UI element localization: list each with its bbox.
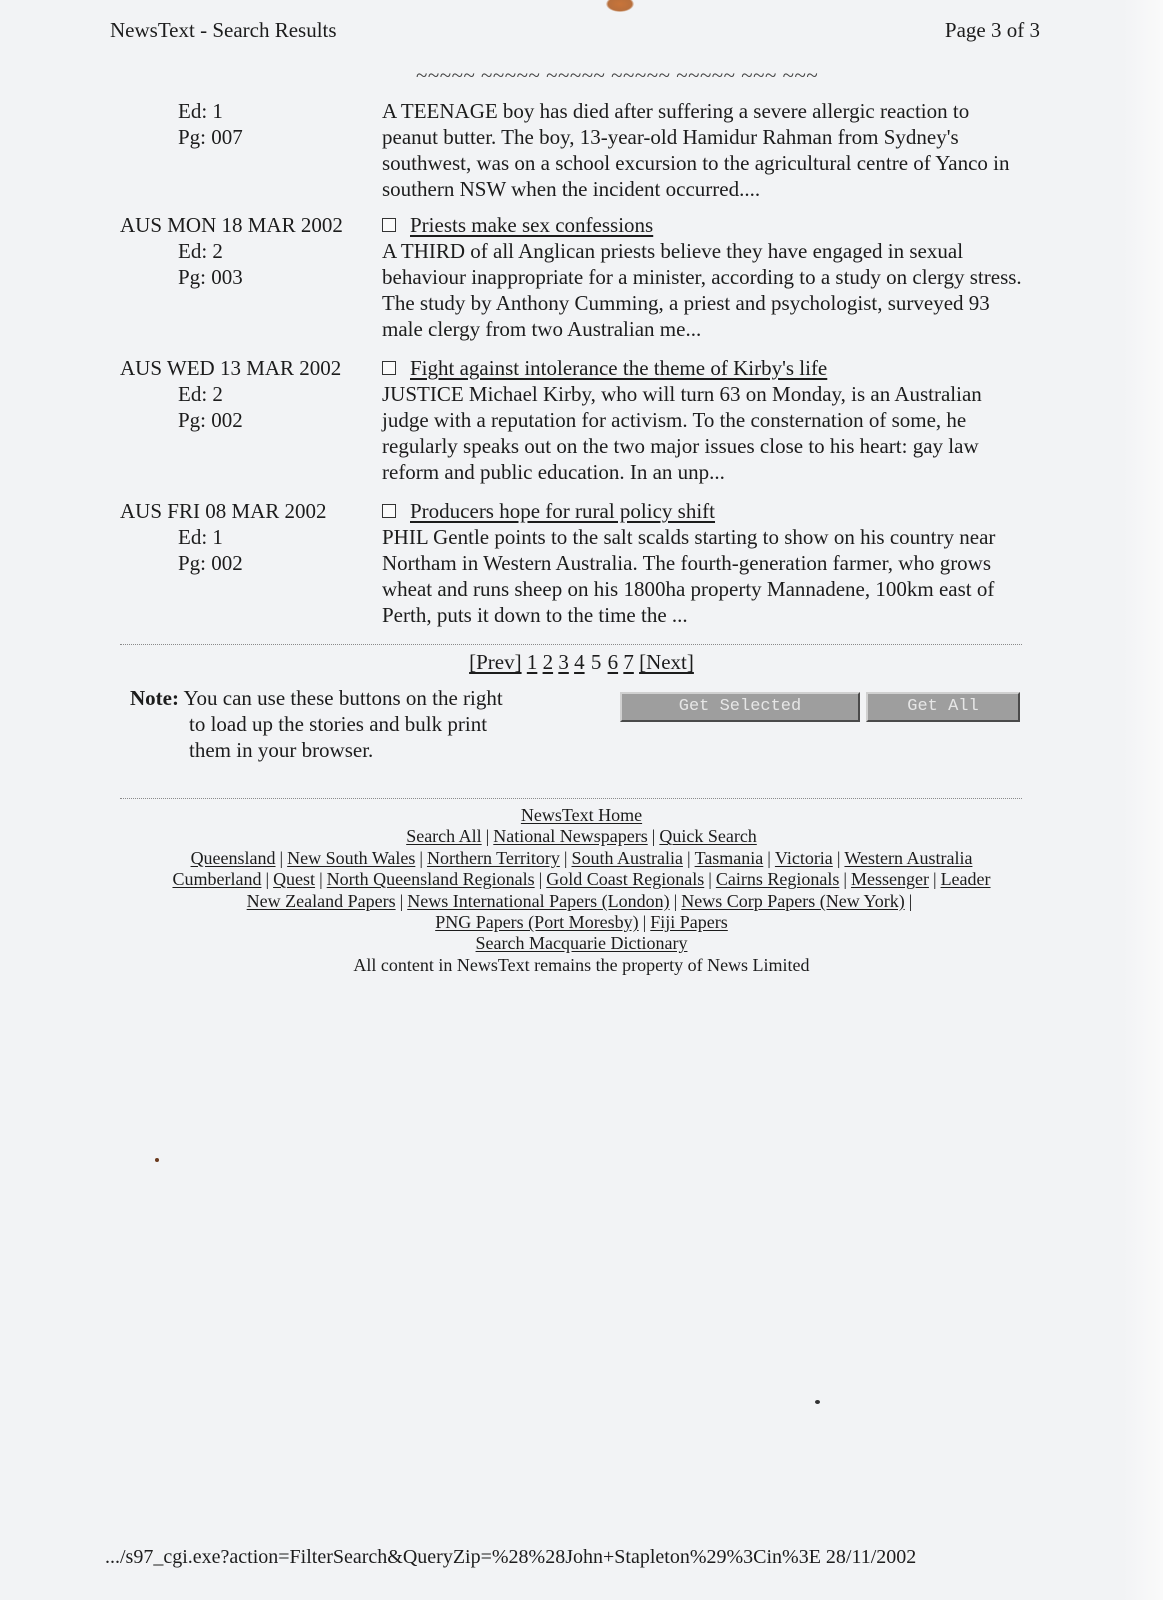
footer-link[interactable]: Cumberland [172,869,262,890]
result-body [382,98,1022,202]
result-headline-row [382,212,1022,238]
footer-separator: | [563,847,568,868]
result-body [382,355,1022,485]
result-date: AUS FRI 08 MAR 2002 [120,499,327,523]
footer-separator: | [651,826,656,847]
result-headline-row [382,498,1022,524]
result-edition: Ed: 1 [178,525,223,549]
bulk-print-note [130,685,550,763]
footer-link[interactable]: South Australia [571,847,683,868]
footer-separator: | [767,847,771,868]
pagination [0,650,1163,675]
footer-link[interactable]: North Queensland Regionals [326,869,535,890]
pager-page-link[interactable]: 6 [607,650,619,674]
footer-link[interactable]: Gold Coast Regionals [546,869,705,890]
footer-link[interactable]: National Newspapers [493,826,648,847]
print-header [110,18,1040,48]
result-meta [120,212,380,290]
result-headline-link[interactable]: Priests make sex confessions [410,213,654,237]
footer-link[interactable]: Search All [406,826,482,847]
result-edition: Ed: 2 [178,382,223,406]
result-page: Pg: 002 [178,408,243,432]
print-footer-url: .../s97_cgi.exe?action=FilterSearch&QueryZip=%28%28John+Stapleton%29%3Cin%3E 28/11/2002 [105,1546,917,1568]
result-meta [120,98,380,150]
footer-link[interactable]: Victoria [774,847,833,868]
clipped-headline-fragment: ~~~~~ ~~~~~ ~~~~~ ~~~~~ ~~~~~ ~~~ ~~~ [416,63,819,87]
paper-speck [155,1158,159,1162]
footer-separator: | [932,869,937,890]
footer-link[interactable]: News International Papers (London) [407,890,670,911]
paper-speck [815,1400,820,1404]
footer-link[interactable]: PNG Papers (Port Moresby) [435,912,639,933]
footer-separator: | [279,847,284,868]
print-header-title: NewsText - Search Results [110,18,337,42]
get-selected-button[interactable]: Get Selected [620,692,860,722]
result-summary: PHIL Gentle points to the salt scalds starting to show on his country near Northam in Western Australia. The fourth-generation farmer, who grows wheat and runs sheep on his 1800ha property Mannadene, 100km east of Perth, puts it down to the time the ... [382,525,996,627]
footer-link[interactable]: New Zealand Papers [246,890,396,911]
footer-separator: | [538,869,543,890]
result-meta [120,355,380,433]
footer-separator: | [419,847,423,868]
footer-separator: | [708,869,712,890]
pager-current-page: 5 [590,650,602,674]
footer-link[interactable]: News Corp Papers (New York) [681,890,905,911]
footer-separator: | [485,826,490,847]
result-headline-link[interactable]: Fight against intolerance the theme of Kirby's life [410,356,828,380]
pager-page-link[interactable]: 1 [526,650,538,674]
footer-link[interactable]: Cairns Regionals [715,869,840,890]
pager-prev-link[interactable]: [Prev] [469,650,522,674]
footer-link[interactable]: Messenger [850,869,929,890]
result-edition: Ed: 2 [178,239,223,263]
result-headline-row [382,355,1022,381]
footer-link-home[interactable]: NewsText Home [520,805,643,825]
pager-page-link[interactable]: 7 [623,650,634,674]
result-summary: JUSTICE Michael Kirby, who will turn 63 on Monday, is an Australian judge with a reputation for activism. To the consternation of some, he regularly speaks out on the two major issues close to his heart: gay law reform and public education. In an unp... [382,382,982,484]
select-checkbox[interactable] [382,218,396,232]
pager-page-link[interactable]: 2 [542,650,554,674]
footer-link[interactable]: Northern Territory [426,847,560,868]
footer-link[interactable]: Western Australia [844,847,973,868]
note-text-line2: to load up the stories and bulk print [189,712,488,736]
select-checkbox[interactable] [382,504,396,518]
footer-link[interactable]: Quick Search [659,826,757,847]
result-body [382,498,1022,628]
footer-copyright: All content in NewsText remains the property of News Limited [353,954,810,975]
footer-link[interactable]: Leader [940,869,991,890]
footer-separator: | [836,847,841,868]
result-summary: A THIRD of all Anglican priests believe they have engaged in sexual behaviour inappropriate for a minister, according to a study on clergy stress. The study by Anthony Cumming, a priest and psychologist, surveyed 93 male clergy from two Australian me... [382,239,1022,341]
footer-separator: | [843,869,847,890]
result-page: Pg: 003 [178,265,243,289]
paper-edge [1123,0,1163,1600]
footer-separator: | [319,869,323,890]
footer-separator: | [908,890,913,911]
result-edition: Ed: 1 [178,99,223,123]
result-summary: A TEENAGE boy has died after suffering a severe allergic reaction to peanut butter. The boy, 13-year-old Hamidur Rahman from Sydney's southwest, was on a school excursion to the agricultural centre of Yanco in southern NSW when the incident occurred.... [382,99,1010,201]
paper-stain [606,0,634,12]
result-page: Pg: 002 [178,551,243,575]
footer-link[interactable]: Quest [273,869,316,890]
footer-link[interactable]: Tasmania [694,847,764,868]
print-header-page: Page 3 of 3 [944,18,1040,42]
footer-link[interactable]: New South Wales [287,847,416,868]
footer-separator: | [673,890,678,911]
result-date: AUS MON 18 MAR 2002 [120,213,343,237]
result-date: AUS WED 13 MAR 2002 [120,356,342,380]
divider [120,644,1022,645]
result-headline-link[interactable]: Producers hope for rural policy shift [410,499,716,523]
note-text-line1: You can use these buttons on the right [183,686,503,710]
footer-link[interactable]: Queensland [190,847,276,868]
pager-page-link[interactable]: 3 [558,650,569,674]
footer-link[interactable]: Fiji Papers [650,912,728,933]
pager-next-link[interactable]: [Next] [639,650,694,674]
footer-separator: | [686,847,691,868]
divider [120,798,1022,799]
footer-separator: | [642,912,647,933]
result-page: Pg: 007 [178,125,243,149]
get-all-button[interactable]: Get All [866,692,1020,722]
note-text-line3: them in your browser. [189,738,374,762]
result-body [382,212,1022,342]
footer-separator: | [399,890,404,911]
result-meta [120,498,380,576]
pager-page-link[interactable]: 4 [574,650,585,674]
footer-links [0,805,1163,976]
select-checkbox[interactable] [382,361,396,375]
note-label: Note: [130,686,179,710]
footer-link-dictionary[interactable]: Search Macquarie Dictionary [475,933,688,954]
footer-separator: | [265,869,270,890]
